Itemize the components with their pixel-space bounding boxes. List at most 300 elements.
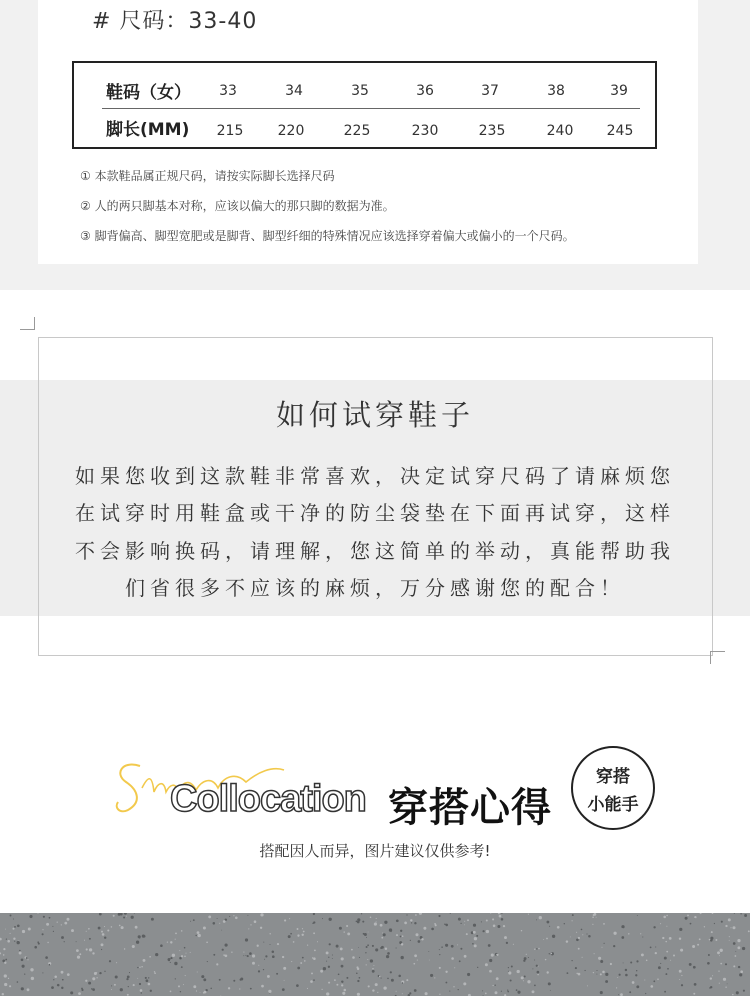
corner-mark [20,317,35,330]
collocation-chinese-title: 穿搭心得 [388,785,552,831]
texture-speck [653,926,655,928]
texture-speck [92,952,94,954]
texture-speck [376,918,377,919]
texture-speck [243,952,244,953]
texture-speck [536,948,538,950]
length-cell: 225 [343,123,371,139]
texture-speck [463,982,466,985]
texture-speck [57,921,58,922]
texture-speck [665,973,667,975]
texture-speck [341,981,343,983]
texture-speck [320,970,323,973]
texture-speck [596,970,597,971]
texture-speck [570,936,571,937]
texture-speck [111,989,112,990]
stylist-badge [571,746,655,830]
texture-speck [346,925,348,927]
texture-speck [635,974,637,976]
texture-speck [524,957,527,960]
texture-speck [184,947,186,949]
texture-speck [367,944,369,946]
texture-speck [17,924,20,927]
texture-speck [410,919,412,921]
texture-speck [692,945,695,948]
texture-speck [293,941,295,943]
texture-speck [382,933,383,934]
texture-speck [714,923,715,924]
texture-speck [290,933,292,935]
texture-speck [29,915,32,918]
texture-speck [537,974,538,975]
texture-speck [250,988,252,990]
texture-speck [71,929,74,932]
texture-speck [297,967,300,970]
texture-speck [666,926,667,927]
texture-speck [204,991,207,994]
texture-speck [679,970,682,973]
texture-speck [170,941,172,943]
texture-speck [501,918,504,921]
texture-speck [300,962,302,964]
texture-speck [445,982,447,984]
try-on-paragraph-line: 不会影响换码，请理解，您这简单的举动，真能帮助我 [75,539,675,563]
size-cell: 36 [416,83,434,99]
texture-speck [174,962,177,965]
texture-speck [223,954,225,956]
texture-speck [26,957,28,959]
texture-speck [43,916,45,918]
texture-speck [728,918,731,921]
texture-speck [5,959,7,961]
texture-speck [717,951,720,954]
texture-speck [485,963,488,966]
texture-speck [268,990,271,993]
texture-speck [532,968,533,969]
texture-speck [385,947,387,949]
texture-speck [486,920,488,922]
texture-speck [632,981,635,984]
texture-speck [721,921,723,923]
texture-speck [576,938,579,941]
texture-speck [733,942,736,945]
texture-speck [107,929,109,931]
texture-speck [374,923,377,926]
try-on-title: 如何试穿鞋子 [275,398,474,432]
texture-speck [739,973,742,976]
texture-speck [516,989,518,991]
texture-speck [418,940,421,943]
texture-speck [34,946,37,949]
texture-speck [710,939,713,942]
texture-speck [172,954,175,957]
shoe-size-label: 鞋码（女） [106,83,191,103]
texture-speck [358,947,359,948]
texture-speck [284,919,286,921]
texture-speck [653,980,655,982]
texture-speck [467,973,470,976]
texture-speck [496,977,499,980]
texture-speck [474,937,477,940]
texture-speck [27,959,28,960]
texture-speck [467,919,469,921]
texture-speck [528,914,529,915]
texture-speck [619,974,621,976]
texture-speck [249,952,252,955]
texture-speck [576,932,577,933]
texture-speck [52,926,53,927]
texture-speck [576,973,578,975]
texture-speck [603,923,605,925]
texture-speck [357,993,360,996]
texture-speck [119,925,121,927]
texture-speck [409,992,411,994]
texture-speck [644,979,645,980]
texture-speck [406,914,407,915]
size-cell: 35 [351,83,369,99]
texture-speck [225,944,228,947]
texture-speck [341,965,344,968]
texture-speck [430,974,433,977]
texture-speck [368,985,370,987]
texture-speck [175,978,176,979]
texture-speck [356,921,358,923]
texture-speck [341,957,344,960]
texture-speck [445,924,448,927]
texture-speck [92,988,95,991]
texture-speck [288,935,291,938]
texture-speck [250,924,251,925]
texture-speck [605,973,608,976]
texture-speck [735,951,736,952]
try-on-paragraph-line: 如果您收到这款鞋非常喜欢，决定试穿尺码了请麻烦您 [75,464,675,488]
texture-speck [511,966,513,968]
texture-speck [740,970,743,973]
texture-speck [233,915,234,916]
texture-speck [472,943,474,945]
texture-speck [99,972,101,974]
texture-speck [725,987,726,988]
texture-speck [181,966,183,968]
texture-speck [3,954,5,956]
texture-speck [10,933,11,934]
texture-speck [47,942,48,943]
texture-speck [402,993,403,994]
texture-speck [398,975,401,978]
texture-speck [141,992,142,993]
texture-speck [61,924,62,925]
texture-speck [400,936,402,938]
texture-speck [458,918,461,921]
texture-speck [495,991,498,994]
texture-speck [296,984,299,987]
texture-speck [646,960,648,962]
texture-speck [602,971,605,974]
texture-speck [85,980,87,982]
texture-speck [434,923,436,925]
texture-speck [92,977,95,980]
texture-speck [229,916,230,917]
texture-speck [710,977,712,979]
texture-speck [582,957,583,958]
texture-speck [547,971,549,973]
texture-speck [383,986,386,989]
texture-speck [42,972,43,973]
texture-speck [170,957,172,959]
length-cell: 240 [546,123,574,139]
texture-speck [699,938,701,940]
texture-speck [458,989,459,990]
texture-speck [364,933,367,936]
collocation-english-title: Collocation [170,778,366,820]
texture-speck [375,983,378,986]
texture-speck [499,915,502,918]
texture-speck [718,970,719,971]
texture-speck [474,944,477,947]
texture-speck [357,921,360,924]
texture-speck [276,973,278,975]
texture-speck [660,923,661,924]
texture-speck [160,944,163,947]
texture-speck [101,931,103,933]
texture-speck [42,929,43,930]
texture-speck [139,966,140,967]
texture-speck [521,976,524,979]
texture-speck [359,977,361,979]
texture-speck [269,933,270,934]
texture-speck [664,957,667,960]
length-cell: 245 [606,123,634,139]
texture-speck [245,938,248,941]
texture-speck [370,959,373,962]
texture-speck [413,963,415,965]
texture-speck [401,943,403,945]
texture-speck [116,962,117,963]
texture-speck [709,987,711,989]
texture-speck [431,928,434,931]
texture-speck [17,941,20,944]
texture-speck [534,948,535,949]
texture-speck [126,978,128,980]
texture-speck [601,947,602,948]
texture-speck [170,991,172,993]
texture-speck [313,979,315,981]
texture-speck [223,920,226,923]
texture-speck [390,971,392,973]
texture-speck [115,975,118,978]
texture-speck [610,963,612,965]
texture-speck [297,928,299,930]
texture-speck [137,967,138,968]
texture-speck [64,922,67,925]
texture-speck [302,928,303,929]
texture-speck [439,954,440,955]
texture-speck [190,921,191,922]
texture-speck [381,937,383,939]
texture-speck [3,948,5,950]
texture-speck [76,949,79,952]
texture-speck [361,913,362,914]
texture-speck [694,983,697,986]
badge-line1: 穿搭 [596,767,630,787]
texture-speck [359,957,360,958]
texture-speck [566,940,568,942]
texture-speck [517,991,520,994]
texture-speck [351,949,353,951]
texture-speck [501,991,502,992]
texture-speck [140,989,143,992]
texture-speck [289,918,290,919]
texture-speck [730,927,731,928]
texture-speck [89,948,92,951]
texture-speck [377,992,378,993]
texture-speck [488,944,491,947]
texture-speck [342,992,345,995]
texture-speck [111,985,112,986]
texture-speck [89,938,91,940]
texture-speck [213,922,216,925]
texture-speck [379,976,381,978]
texture-speck [592,916,594,918]
texture-speck [102,933,105,936]
texture-speck [310,980,313,983]
texture-speck [37,941,39,943]
texture-speck [302,957,304,959]
texture-speck [123,916,125,918]
texture-speck [53,979,54,980]
texture-speck [109,960,111,962]
texture-speck [243,955,244,956]
try-on-paragraph-line: 在试穿时用鞋盒或干净的防尘袋垫在下面再试穿，这样 [75,501,675,525]
texture-speck [492,985,493,986]
texture-speck [10,915,12,917]
texture-speck [732,994,733,995]
texture-speck [248,928,249,929]
texture-speck [497,925,500,928]
texture-speck [402,935,404,937]
texture-speck [233,980,235,982]
texture-speck [681,975,682,976]
texture-speck [375,948,378,951]
texture-speck [101,943,104,946]
texture-speck [30,968,33,971]
texture-speck [493,925,496,928]
texture-speck [356,972,358,974]
texture-speck [466,933,468,935]
texture-speck [508,971,511,974]
texture-speck [670,960,671,961]
texture-speck [481,921,482,922]
texture-speck [572,914,574,916]
texture-speck [79,953,81,955]
texture-speck [680,949,683,952]
texture-speck [532,990,535,993]
texture-speck [180,991,181,992]
texture-speck [490,913,491,914]
texture-speck [587,985,588,986]
texture-speck [637,915,638,916]
texture-speck [727,984,728,985]
texture-speck [263,942,264,943]
texture-speck [197,931,200,934]
texture-speck [137,978,138,979]
texture-speck [592,924,593,925]
try-on-paragraph-line: 们省很多不应该的麻烦，万分感谢您的配合！ [125,576,625,600]
texture-speck [13,918,14,919]
texture-speck [582,934,583,935]
texture-speck [21,987,24,990]
texture-speck [507,989,508,990]
texture-speck [263,969,264,970]
texture-speck [247,915,248,916]
texture-speck [513,944,514,945]
texture-speck [660,963,661,964]
texture-speck [438,915,440,917]
texture-speck [439,994,440,995]
texture-speck [126,916,127,917]
texture-speck [709,939,711,941]
texture-speck [336,945,339,948]
texture-speck [254,920,257,923]
texture-speck [143,959,146,962]
texture-speck [2,993,4,995]
texture-speck [719,983,720,984]
texture-speck [5,929,6,930]
texture-speck [414,989,417,992]
texture-speck [537,971,540,974]
texture-speck [167,941,168,942]
texture-speck [146,979,149,982]
texture-speck [401,956,404,959]
texture-speck [57,984,60,987]
texture-speck [508,967,509,968]
texture-speck [603,943,604,944]
texture-speck [46,923,49,926]
texture-speck [96,977,97,978]
texture-speck [145,977,147,979]
texture-speck [84,940,85,941]
texture-speck [127,994,129,996]
texture-speck [4,974,7,977]
texture-speck [340,947,343,950]
texture-speck [175,939,176,940]
texture-speck [618,994,619,995]
texture-speck [655,952,657,954]
texture-speck [216,963,218,965]
texture-speck [725,925,727,927]
texture-speck [4,962,6,964]
texture-speck [313,932,315,934]
texture-speck [729,940,730,941]
texture-speck [78,992,81,995]
texture-speck [312,957,313,958]
texture-speck [510,979,512,981]
texture-speck [451,957,454,960]
texture-speck [19,950,21,952]
texture-speck [711,931,713,933]
texture-speck [383,933,386,936]
texture-speck [225,954,228,957]
texture-speck [367,959,368,960]
texture-speck [723,978,726,981]
size-note: ② 人的两只脚基本对称，应该以偏大的那只脚的数据为准。 [80,199,395,213]
texture-speck [154,972,156,974]
texture-speck [7,940,10,943]
texture-speck [729,936,730,937]
texture-speck [252,954,255,957]
texture-speck [184,956,186,958]
texture-speck [338,973,340,975]
texture-speck [536,919,537,920]
